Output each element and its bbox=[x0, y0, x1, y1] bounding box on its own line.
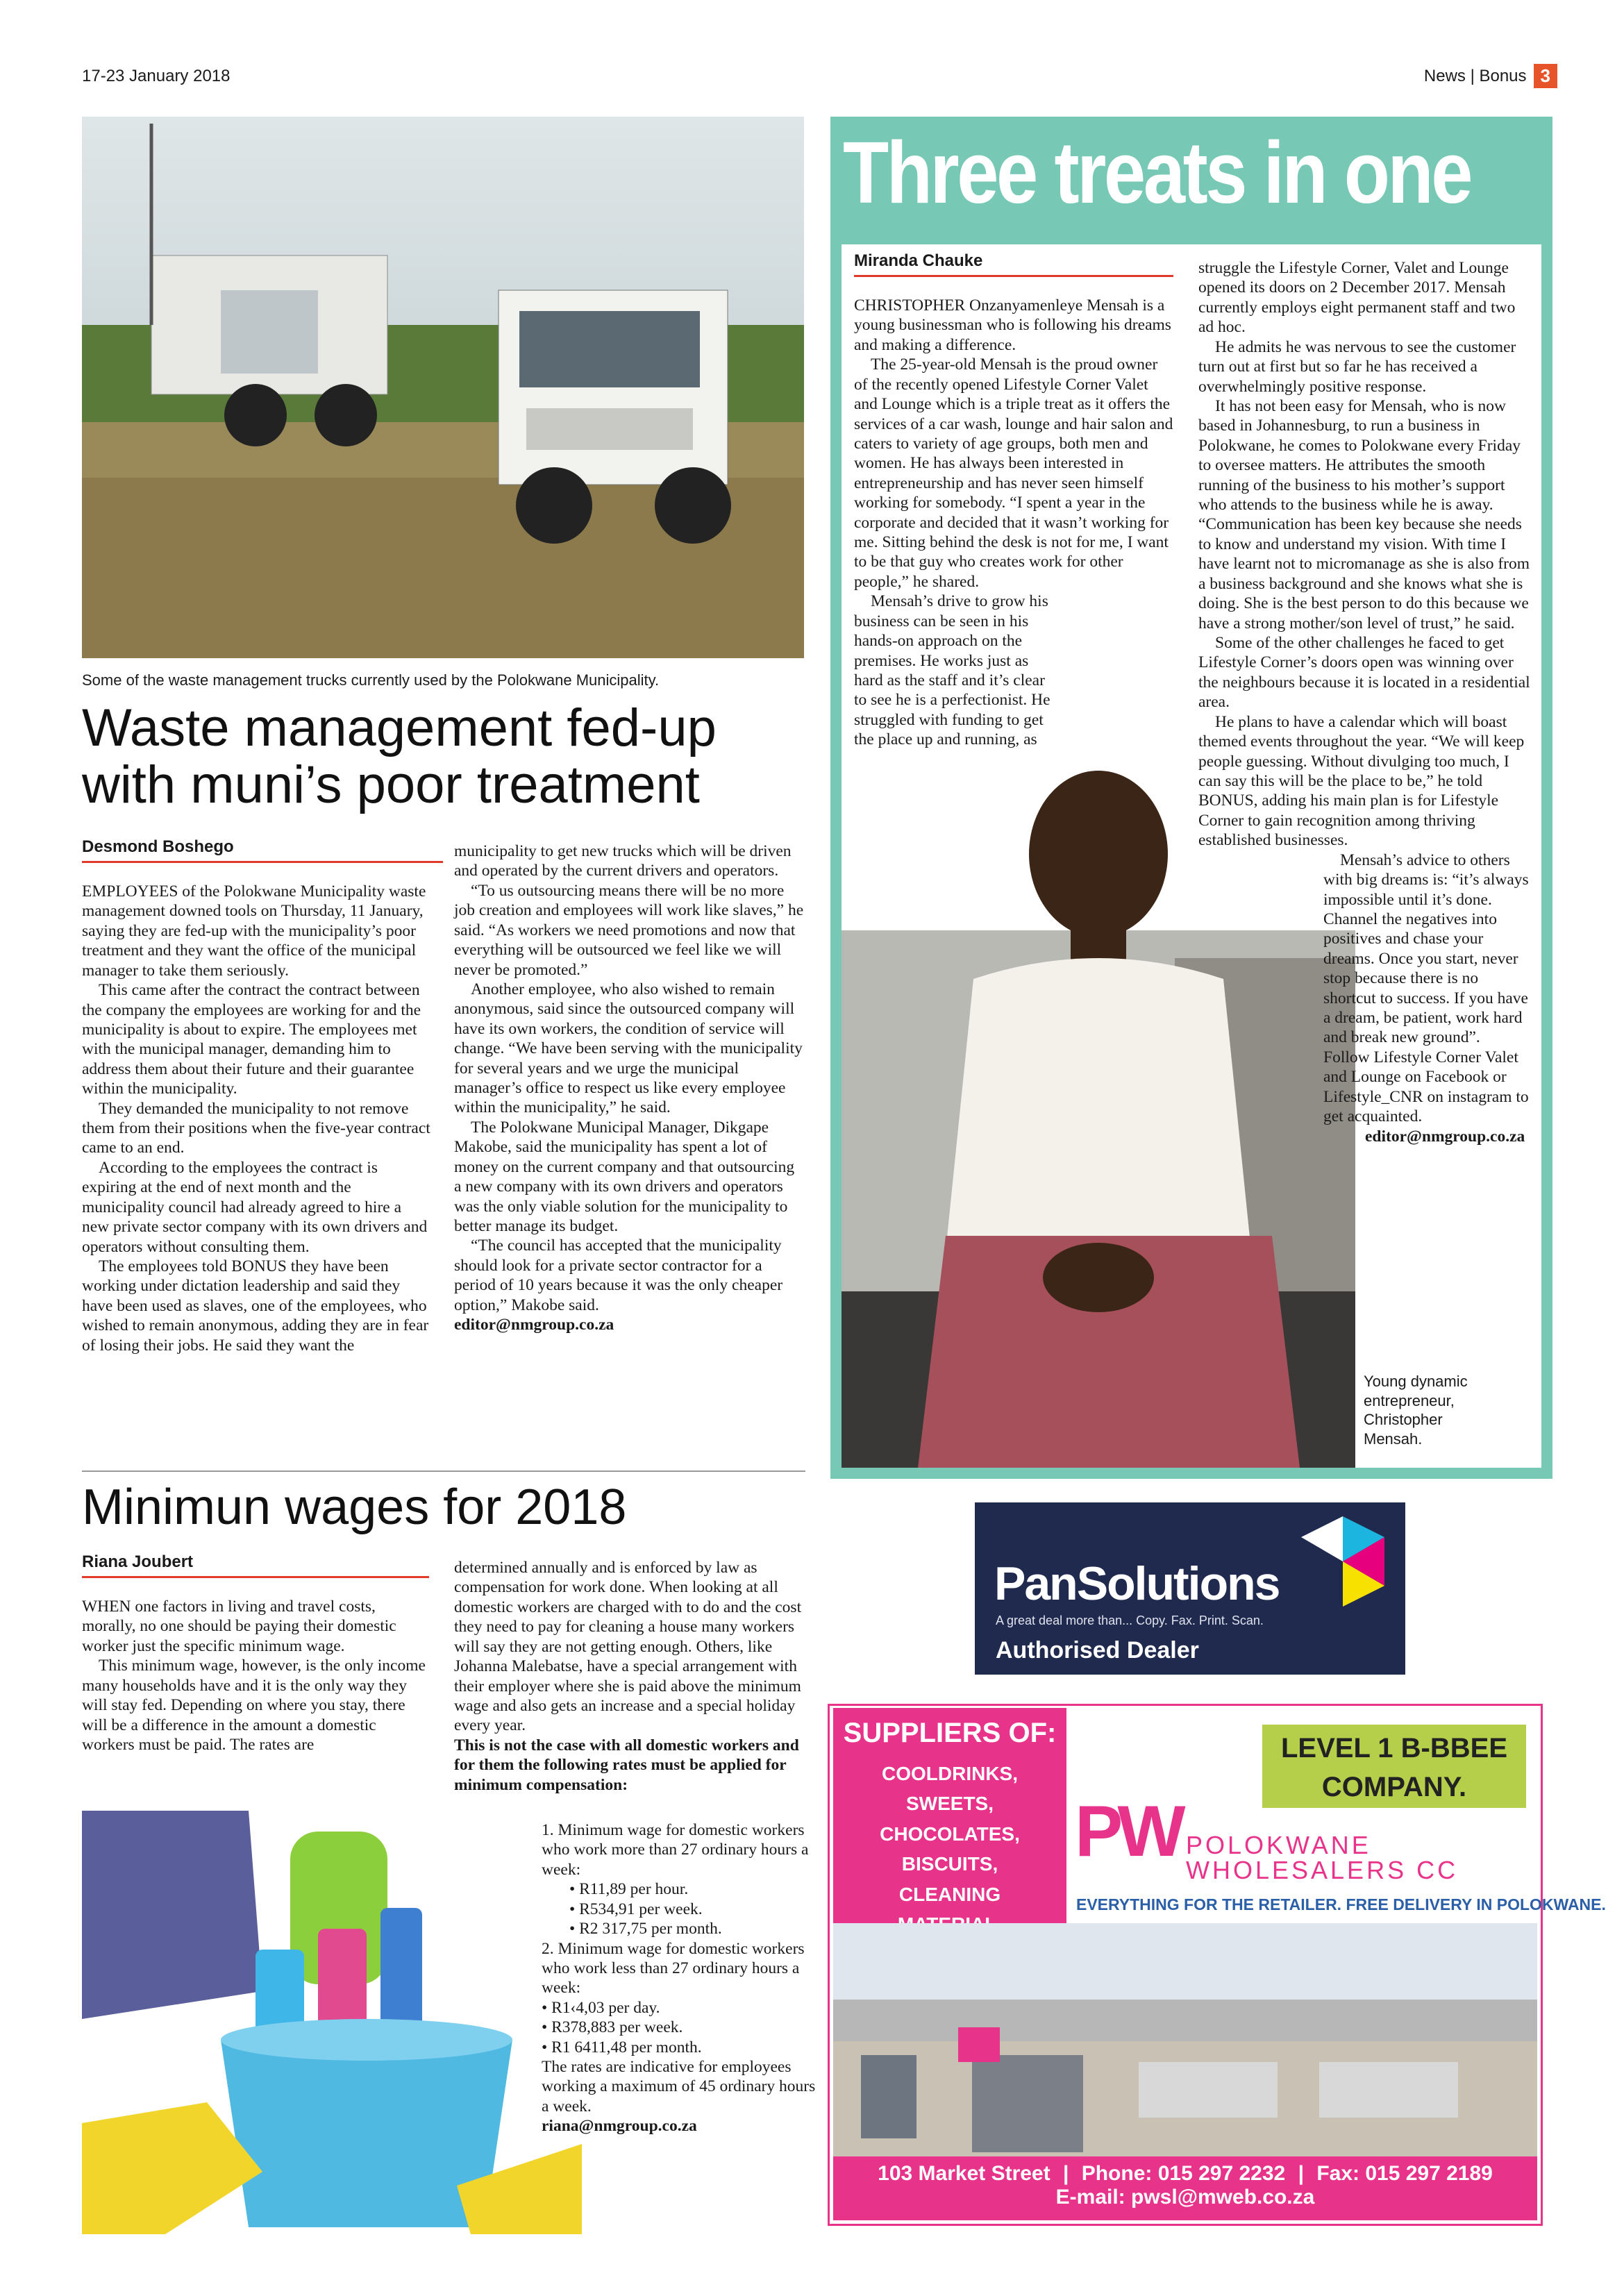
fax-number: Fax: 015 297 2189 bbox=[1316, 2162, 1493, 2185]
bbee-badge: LEVEL 1 B-BBEE COMPANY. bbox=[1262, 1725, 1526, 1808]
article1-headline: Waste management fed-up with muni’s poor treatment bbox=[82, 698, 717, 815]
article3-paragraph: WHEN one factors in living and travel costs, morally, no one should be paying their domestic worker just the specific minimum wage. bbox=[82, 1598, 396, 1655]
article1-column-1 bbox=[82, 882, 433, 1355]
trucks-illustration bbox=[82, 117, 804, 658]
article3-bold-intro: This is not the case with all domestic workers and for them the following rates must be applied for minimum compensation: bbox=[454, 1736, 799, 1794]
pansolutions-dealer: Authorised Dealer bbox=[996, 1637, 1199, 1664]
pansolutions-tagline: A great deal more than... Copy. Fax. Print. Scan. bbox=[996, 1614, 1264, 1627]
article1-paragraph: “To us outsourcing means there will be no more job creation and employees will work like slaves,” he said. “As workers we need promotions and now that everything will be outsourced we feel like we will never be promoted.” bbox=[454, 881, 804, 979]
feature-column-1 bbox=[854, 296, 1175, 789]
article3-byline-rule bbox=[82, 1576, 429, 1578]
section-divider bbox=[82, 1470, 805, 1472]
email-address[interactable]: E-mail: pwsl@mweb.co.za bbox=[1055, 2186, 1315, 2209]
feature-paragraph: Mensah’s drive to grow his business can be seen in his hands-on approach on the premises. He works just as hard as the staff and it’s clear to see he is a perfectionist. He struggled with funding to get the place up and running, as bbox=[854, 592, 1050, 749]
wage-item: • R1 6411,48 per month. bbox=[542, 2038, 702, 2056]
feature-byline: Miranda Chauke bbox=[854, 251, 983, 270]
feature-paragraph: struggle the Lifestyle Corner, Valet and Lounge opened its doors on 2 December 2017. Mensah currently employs eight permanent staff and two ad hoc. bbox=[1198, 259, 1516, 337]
address: 103 Market Street bbox=[878, 2162, 1050, 2185]
wage-list-1-title: 1. Minimum wage for domestic workers who work more than 27 ordinary hours a week: bbox=[542, 1821, 809, 1879]
pw-logo: PW bbox=[1075, 1791, 1180, 1872]
cleaning-illustration bbox=[82, 1811, 582, 2234]
suppliers-title: SUPPLIERS OF: bbox=[843, 1718, 1057, 1748]
feature-column-2 bbox=[1198, 258, 1530, 1146]
article3-email[interactable]: riana@nmgroup.co.za bbox=[542, 2117, 697, 2136]
feature-paragraph: It has not been easy for Mensah, who is now based in Johannesburg, to run a business in Polokwane, he comes to Polokwane every Friday to oversee matters. He attributes the smooth running of the business to his mother’s support who attends to the business while he is away. “Communication has been key because she needs to know and understand my vision. With time I have learnt not to micromanage as she is also from a business background and she knows what she is doing. She is the best person to do this because we have a strong mother/son level of trust,” he said. bbox=[1198, 396, 1530, 632]
feature-paragraph: CHRISTOPHER Onzanyamenleye Mensah is a young businessman who is following his dreams and making a difference. bbox=[854, 296, 1171, 354]
issue-date: 17-23 January 2018 bbox=[82, 67, 231, 85]
pansolutions-logo-icon bbox=[1294, 1509, 1391, 1614]
byline-rule bbox=[82, 861, 443, 863]
feature-paragraph: He admits he was nervous to see the customer turn out at first but so far he has received a overwhelmingly positive response. bbox=[1198, 337, 1516, 396]
section-header bbox=[1424, 64, 1557, 88]
article3-headline: Minimun wages for 2018 bbox=[82, 1480, 627, 1535]
pansolutions-ad[interactable] bbox=[975, 1502, 1405, 1675]
wage-item: • R11,89 per hour. bbox=[569, 1880, 689, 1899]
storefront-illustration bbox=[833, 1923, 1537, 2156]
article3-column-1 bbox=[82, 1597, 433, 1754]
article3-column-2 bbox=[454, 1558, 805, 1795]
feature-paragraph: The 25-year-old Mensah is the proud owner of the recently opened Lifestyle Corner Valet and Lounge which is a triple treat as it offers the services of a car wash, lounge and hair salon and caters to variety of age groups, both men and women. He has always been interested in entrepreneurship and has never seen himself working for somebody. “I spent a year in the corporate and decided that it wasn’t working for me. Sitting behind the desk is not for me, I want to be that guy who creates work for other people,” he shared. bbox=[854, 355, 1173, 591]
article1-paragraph: They demanded the municipality to not remove them from their positions when the five-year contract came to an end. bbox=[82, 1099, 430, 1157]
article1-paragraph: Another employee, who also wished to remain anonymous, said since the outsourced company will have its own workers, the condition of service will change. “We have been serving with the municipality for several years and we urge the municipal manager’s office to respect us like every employee within the municipality,” he said. bbox=[454, 980, 803, 1117]
article3-paragraph: This minimum wage, however, is the only income many households have and it is the only way they will stay fed. Depending on where you stay, there will be a difference in the amount a domestic workers must be paid. The rates are bbox=[82, 1657, 426, 1754]
feature-headline: Three treats in one bbox=[843, 124, 1471, 221]
article1-paragraph: “The council has accepted that the municipality should look for a private sector contractor for a period of 10 years because it was the only cheaper option,” Makobe said. bbox=[454, 1237, 783, 1314]
wage-item: • R2 317,75 per month. bbox=[569, 1920, 722, 1938]
wage-item: • R378,883 per week. bbox=[542, 2018, 683, 2037]
wage-list bbox=[542, 1820, 819, 2136]
page-number: 3 bbox=[1534, 64, 1557, 88]
article1-paragraph: municipality to get new trucks which will be driven and operated by the current drivers and operators. bbox=[454, 842, 792, 880]
storefront-photo bbox=[833, 1923, 1537, 2156]
article1-paragraph: The employees told BONUS they have been working under dictation leadership and said they have been used as slaves, one of the employees, who wished to remain anonymous, adding they are in fear of losing their jobs. He said they want the bbox=[82, 1257, 429, 1355]
contact-bar: 103 Market Street | Phone: 015 297 2232 | Fax: 015 297 2189 E-mail: pwsl@mweb.co.za bbox=[833, 2156, 1537, 2220]
article1-paragraph: EMPLOYEES of the Polokwane Municipality waste management downed tools on Thursday, 11 January, saying they are fed-up with the municipality’s poor treatment and they want the office of the municipal manager to take them seriously. bbox=[82, 882, 426, 980]
feature-byline-rule bbox=[854, 275, 1173, 277]
article1-column-2 bbox=[454, 841, 805, 1335]
article1-paragraph: The Polokwane Municipal Manager, Dikgape Makobe, said the municipality has spent a lot of money on the current company and that outsourcing a new company with its own drivers and operators was the only viable solution for the municipality to better manage its budget. bbox=[454, 1118, 795, 1236]
feature-email[interactable]: editor@nmgroup.co.za bbox=[1365, 1127, 1525, 1146]
wholesalers-ad[interactable] bbox=[818, 1694, 1606, 2236]
feature-paragraph: Some of the other challenges he faced to get Lifestyle Corner’s doors open was winning over the neighbours because it is located in a residential area. bbox=[1198, 634, 1530, 712]
section-label: News | Bonus bbox=[1423, 66, 1527, 85]
article1-byline: Desmond Boshego bbox=[82, 837, 234, 856]
wage-item: • R534,91 per week. bbox=[569, 1900, 703, 1918]
mensah-photo-caption: Young dynamic entrepreneur, Christopher Mensah. bbox=[1364, 1373, 1468, 1448]
wage-closing: The rates are indicative for employees working a maximum of 45 ordinary hours a week. bbox=[542, 2058, 816, 2115]
feature-paragraph: Mensah’s advice to others with big dreams is: “it’s always impossible until it’s done. Channel the negatives into positives and chase your dreams. Once you start, never stop because there is no shortcut to success. If you have a dream, be patient, work hard and break new ground”. Follow Lifestyle Corner Valet and Lounge on Facebook or Lifestyle_CNR on instagram to get acquainted. bbox=[1323, 850, 1529, 1126]
article3-paragraph: determined annually and is enforced by law as compensation for work done. When looking at all domestic workers are charged with to do and the cost they need to pay for cleaning a house many workers will say they are not getting enough. Others, like Johanna Malebatse, have a special arrangement with their employer where she is paid above the minimum wage and also gets an increase and a special holiday every year. bbox=[454, 1559, 802, 1735]
feature-paragraph: He plans to have a calendar which will boast themed events throughout the year. “We will keep people guessing. Without divulging too much, I can say this will be the place to be,” he told BONUS, adding his main plan is for Lifestyle Corner to gain recognition among thriving established businesses. bbox=[1198, 712, 1525, 850]
article1-email[interactable]: editor@nmgroup.co.za bbox=[454, 1316, 614, 1334]
article1-paragraph: This came after the contract the contract between the company the employees are working for and the municipality is about to expire. The employees met with the municipal manager, demanding him to address them about their future and their guarantee within the municipality. bbox=[82, 981, 421, 1098]
wage-list-2-title: 2. Minimum wage for domestic workers who work less than 27 ordinary hours a week: bbox=[542, 1939, 805, 1997]
trucks-photo-caption: Some of the waste management trucks currently used by the Polokwane Municipality. bbox=[82, 671, 660, 689]
company-name: POLOKWANE WHOLESALERS CC bbox=[1186, 1831, 1459, 1884]
article3-byline: Riana Joubert bbox=[82, 1552, 194, 1571]
suppliers-list: COOLDRINKS, SWEETS, CHOCOLATES, BISCUITS, CLEANING bbox=[880, 1763, 1020, 1905]
phone-number[interactable]: Phone: 015 297 2232 bbox=[1081, 2162, 1286, 2185]
trucks-photo bbox=[82, 117, 804, 658]
wholesalers-slogan: EVERYTHING FOR THE RETAILER. FREE DELIVERY IN POLOKWANE. bbox=[1076, 1895, 1606, 1913]
article1-paragraph: According to the employees the contract is expiring at the end of next month and the municipality council had already agreed to hire a new private sector company with its own drivers and operators without consulting them. bbox=[82, 1158, 428, 1256]
cleaning-supplies-photo bbox=[82, 1811, 582, 2234]
pansolutions-brand: PanSolutions bbox=[994, 1557, 1280, 1610]
wage-item: • R1‹4,03 per day. bbox=[542, 1998, 660, 2017]
